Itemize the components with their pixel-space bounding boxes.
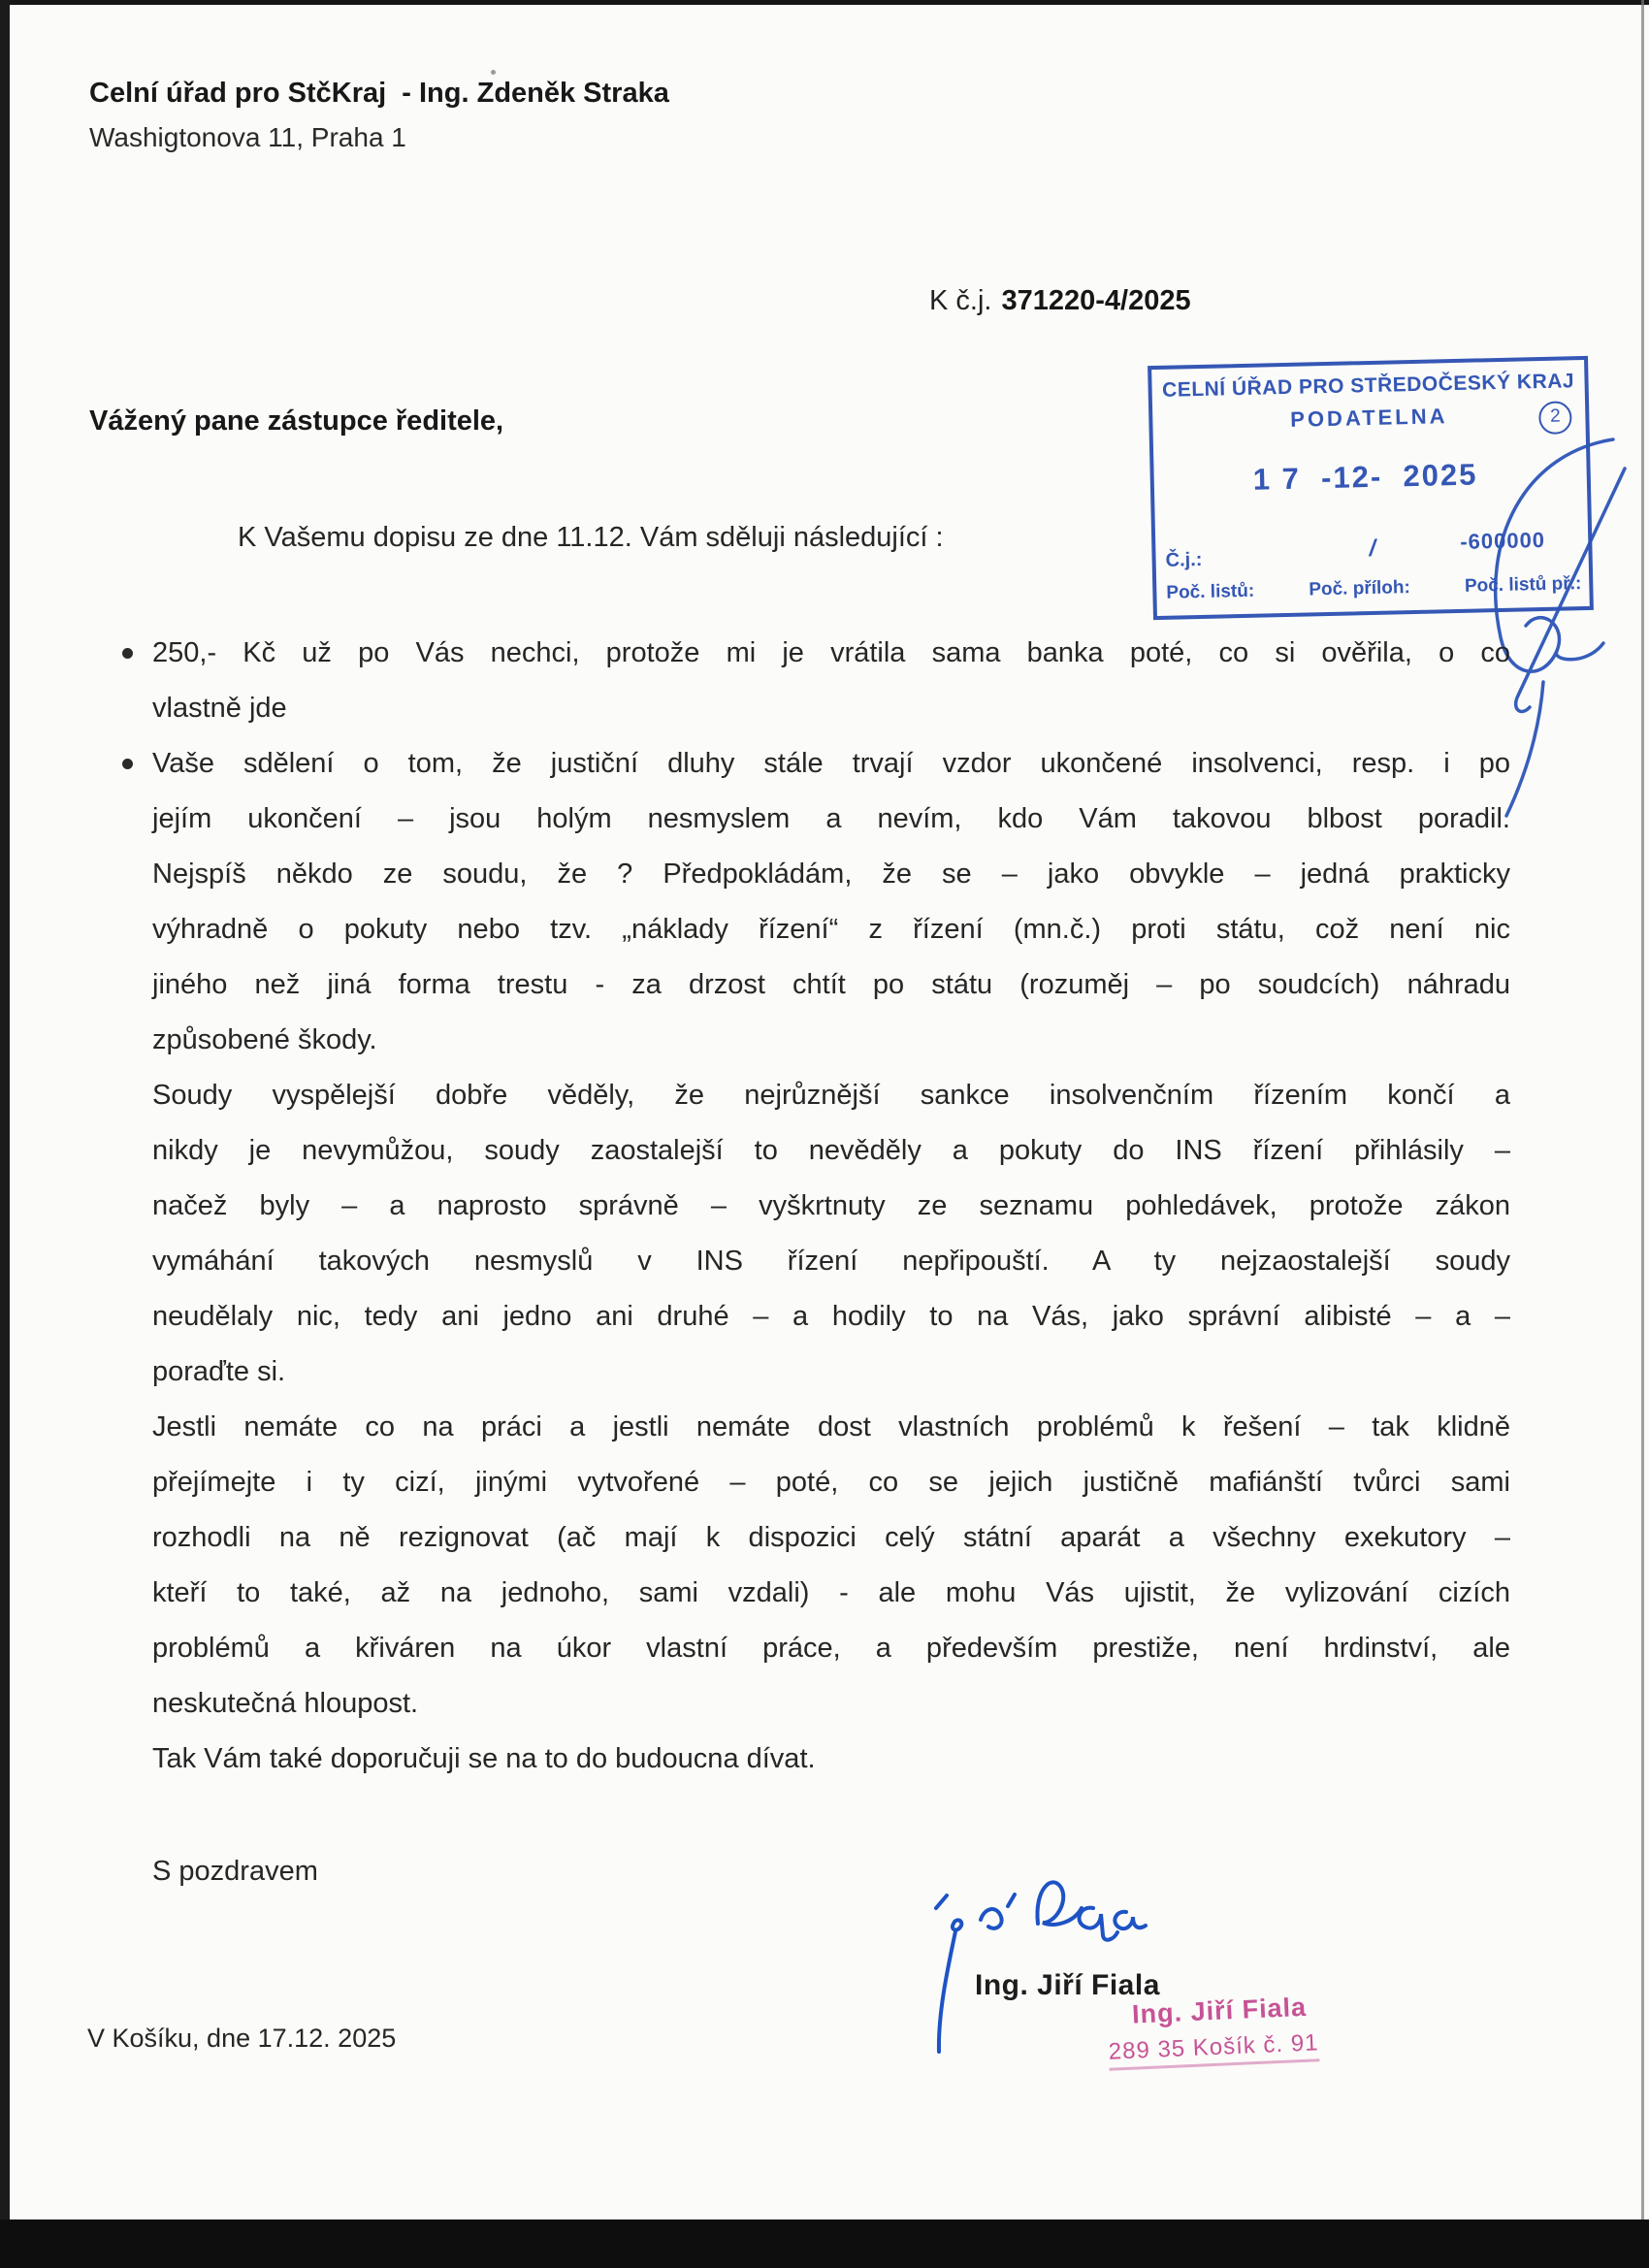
stamp-office-name: CELNÍ ÚŘAD PRO STŘEDOČESKÝ KRAJ (1161, 370, 1575, 402)
scan-edge-bottom (0, 2219, 1649, 2268)
body-line: jejím ukončení – jsou holým nesmyslem a nevím, kdo Vám takovou blbost poradil. (152, 803, 1510, 834)
body-line: Jestli nemáte co na práci a jestli nemáte dost vlastních problémů k řešení – tak klidně (152, 1411, 1510, 1442)
reference-label: K č.j. (929, 285, 992, 316)
scan-speck (491, 70, 496, 75)
body-line: přejímejte i ty cizí, jinými vytvořené – poté, co se jejich justičně mafiánští tvůrci sami (152, 1467, 1510, 1498)
body-line: vlastně jde (152, 693, 287, 724)
body-line: nikdy je nevymůžou, soudy zaostalejší to nevěděly a pokuty do INS řízení přihlásily – (152, 1135, 1510, 1166)
signer-name: Ing. Jiří Fiala (975, 1969, 1160, 2001)
body-line: kteří to také, až na jednoho, sami vzdali) - ale mohu Vás ujistit, že vylizování cizích (152, 1577, 1510, 1608)
stamp-number: -600000 (1459, 527, 1546, 554)
sender-stamp-address: 289 35 Košík č. 91 (1108, 2029, 1319, 2070)
stamp-cj-label: Č.j.: (1165, 548, 1203, 571)
reference-number: 371220-4/2025 (1001, 285, 1191, 316)
body-line: načež byly – a naprosto správně – vyškrtnuty ze seznamu pohledávek, protože zákon (152, 1190, 1510, 1221)
body-line: rozhodli na ně rezignovat (ač mají k dispozici celý státní aparát a všechny exekutory – (152, 1522, 1510, 1553)
sender-name: Celní úřad pro StčKraj - Ing. Zdeněk Straka (89, 78, 669, 109)
sender-stamp-name: Ing. Jiří Fiala (1131, 1992, 1308, 2029)
stamp-field-priloh: Poč. příloh: (1309, 577, 1411, 600)
stamp-copy-badge: 2 (1538, 401, 1572, 435)
scan-edge-left (0, 0, 10, 2268)
body-line: způsobené škody. (152, 1024, 377, 1055)
salutation: Vážený pane zástupce ředitele, (89, 405, 504, 437)
body-line: 250,- Kč už po Vás nechci, protože mi je vrátila sama banka poté, co si ověřila, o co (152, 626, 1510, 681)
scan-edge-top (0, 0, 1649, 5)
sender-address-stamp (1107, 1992, 1320, 2070)
sender-address: Washigtonova 11, Praha 1 (89, 122, 406, 152)
stamp-unit: PODATELNA (1289, 404, 1448, 432)
letter-body (152, 626, 1510, 1787)
reference-line (929, 285, 1191, 317)
closing: S pozdravem (152, 1856, 318, 1887)
body-line: jiného než jiná forma trestu - za drzost chtít po státu (rozuměj – po soudcích) náhradu (152, 969, 1510, 1000)
stamp-field-listu: Poč. listů: (1166, 580, 1255, 603)
stamp-separator: / (1369, 535, 1376, 563)
stamp-date: 1 7 -12- 2025 (1252, 457, 1478, 497)
body-line: poraďte si. (152, 1356, 286, 1387)
body-line: neudělaly nic, tedy ani jedno ani druhé – a hodily to na Vás, jako správní alibisté – a – (152, 1301, 1510, 1332)
body-line: Soudy vyspělejší dobře věděly, že nejrůznější sankce insolvenčním řízením končí a (152, 1080, 1510, 1111)
body-line: Vaše sdělení o tom, že justiční dluhy stále trvají vzdor ukončené insolvenci, resp. i po (152, 736, 1510, 792)
stamp-field-listu-pr: Poč. listů př.: (1464, 573, 1582, 597)
body-line: Nejspíš někdo ze soudu, že ? Předpokládám, že se – jako obvykle – jedná prakticky (152, 859, 1510, 890)
body-line: neskutečná hloupost. (152, 1688, 419, 1719)
body-line: problémů a křiváren na úkor vlastní práce, a především prestiže, není hrdinství, ale (152, 1633, 1510, 1664)
intro-line: K Vašemu dopisu ze dne 11.12. Vám sděluji následující : (238, 522, 944, 553)
body-line: výhradně o pokuty nebo tzv. „náklady řízení“ z řízení (mn.č.) proti státu, což není nic (152, 914, 1510, 945)
body-line: vymáhání takových nesmyslů v INS řízení nepřipouští. A ty nejzaostalejší soudy (152, 1246, 1510, 1277)
body-line: Tak Vám také doporučuji se na to do budoucna dívat. (152, 1743, 816, 1774)
place-and-date: V Košíku, dne 17.12. 2025 (87, 2024, 397, 2053)
scan-edge-right (1641, 0, 1644, 2268)
